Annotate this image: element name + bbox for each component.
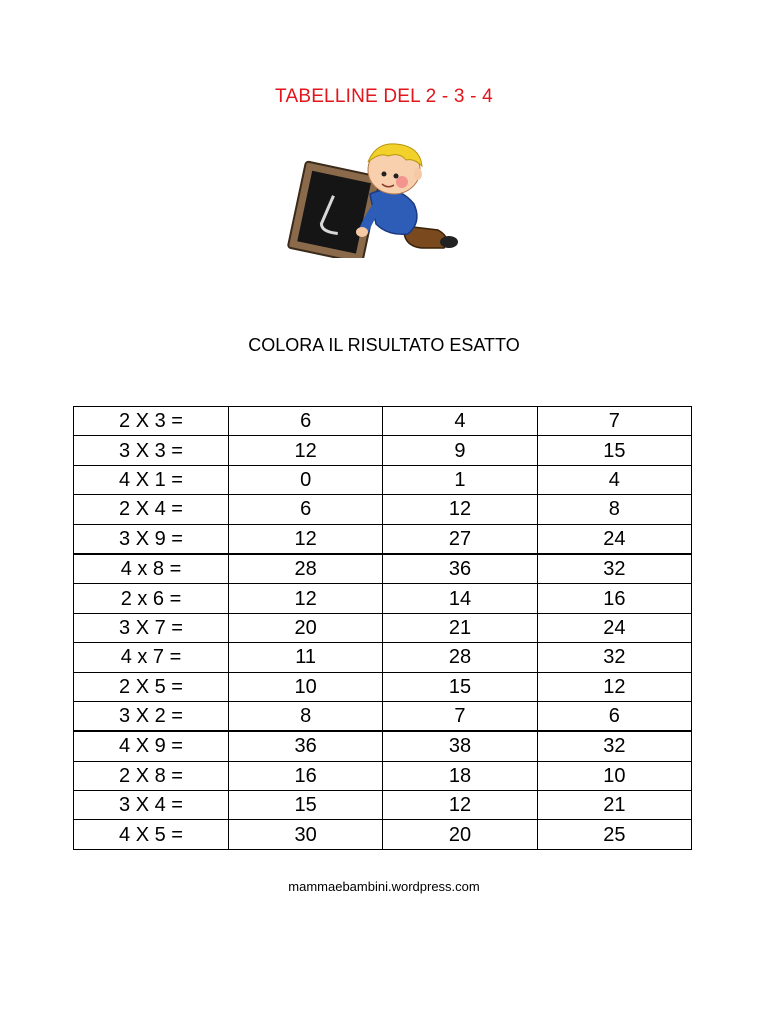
answer-option[interactable]: 25 bbox=[537, 820, 691, 849]
answer-option[interactable]: 16 bbox=[537, 584, 691, 613]
multiplication-expression: 3 X 7 = bbox=[74, 613, 229, 642]
multiplication-expression: 2 X 4 = bbox=[74, 495, 229, 524]
table-row bbox=[74, 731, 692, 761]
answer-option[interactable]: 32 bbox=[537, 731, 691, 761]
answer-option[interactable]: 32 bbox=[537, 643, 691, 672]
page-title: TABELLINE DEL 2 - 3 - 4 bbox=[275, 86, 493, 107]
answer-option[interactable]: 24 bbox=[537, 524, 691, 554]
table-row bbox=[74, 613, 692, 642]
table-row bbox=[74, 407, 692, 436]
answer-option[interactable]: 8 bbox=[229, 701, 383, 731]
multiplication-expression: 4 x 8 = bbox=[74, 554, 229, 584]
table-row bbox=[74, 643, 692, 672]
answer-option[interactable]: 28 bbox=[229, 554, 383, 584]
answer-option[interactable]: 21 bbox=[537, 791, 691, 820]
table-row bbox=[74, 554, 692, 584]
answer-option[interactable]: 9 bbox=[383, 436, 537, 465]
answer-option[interactable]: 4 bbox=[537, 465, 691, 494]
child-with-chalkboard-illustration bbox=[284, 138, 464, 258]
multiplication-expression: 4 X 5 = bbox=[74, 820, 229, 849]
answer-option[interactable]: 12 bbox=[537, 672, 691, 701]
table-row bbox=[74, 820, 692, 849]
answer-option[interactable]: 21 bbox=[383, 613, 537, 642]
answer-option[interactable]: 12 bbox=[383, 791, 537, 820]
answer-option[interactable]: 18 bbox=[383, 761, 537, 790]
answer-option[interactable]: 28 bbox=[383, 643, 537, 672]
answer-option[interactable]: 12 bbox=[229, 524, 383, 554]
answer-option[interactable]: 16 bbox=[229, 761, 383, 790]
answer-option[interactable]: 6 bbox=[229, 407, 383, 436]
table-row bbox=[74, 524, 692, 554]
answer-option[interactable]: 32 bbox=[537, 554, 691, 584]
answer-option[interactable]: 1 bbox=[383, 465, 537, 494]
answer-option[interactable]: 7 bbox=[383, 701, 537, 731]
table-row bbox=[74, 495, 692, 524]
answer-option[interactable]: 8 bbox=[537, 495, 691, 524]
table-row bbox=[74, 436, 692, 465]
multiplication-expression: 3 X 3 = bbox=[74, 436, 229, 465]
answer-option[interactable]: 36 bbox=[383, 554, 537, 584]
answer-option[interactable]: 36 bbox=[229, 731, 383, 761]
answer-option[interactable]: 24 bbox=[537, 613, 691, 642]
answer-option[interactable]: 12 bbox=[383, 495, 537, 524]
answer-option[interactable]: 20 bbox=[229, 613, 383, 642]
table-row bbox=[74, 791, 692, 820]
answer-option[interactable]: 15 bbox=[537, 436, 691, 465]
answer-option[interactable]: 7 bbox=[537, 407, 691, 436]
answer-option[interactable]: 10 bbox=[229, 672, 383, 701]
answer-option[interactable]: 0 bbox=[229, 465, 383, 494]
multiplication-expression: 3 X 2 = bbox=[74, 701, 229, 731]
multiplication-expression: 3 X 4 = bbox=[74, 791, 229, 820]
multiplication-expression: 2 X 5 = bbox=[74, 672, 229, 701]
table-row bbox=[74, 701, 692, 731]
table-row bbox=[74, 584, 692, 613]
answer-option[interactable]: 6 bbox=[537, 701, 691, 731]
multiplication-expression: 3 X 9 = bbox=[74, 524, 229, 554]
answer-option[interactable]: 20 bbox=[383, 820, 537, 849]
footer-url: mammaebambini.wordpress.com bbox=[288, 879, 480, 894]
answer-option[interactable]: 30 bbox=[229, 820, 383, 849]
multiplication-expression: 2 X 3 = bbox=[74, 407, 229, 436]
answer-option[interactable]: 4 bbox=[383, 407, 537, 436]
answer-option[interactable]: 15 bbox=[229, 791, 383, 820]
answer-option[interactable]: 12 bbox=[229, 436, 383, 465]
instruction-text: COLORA IL RISULTATO ESATTO bbox=[248, 335, 520, 355]
answer-option[interactable]: 27 bbox=[383, 524, 537, 554]
multiplication-expression: 2 x 6 = bbox=[74, 584, 229, 613]
multiplication-expression: 4 x 7 = bbox=[74, 643, 229, 672]
answer-option[interactable]: 6 bbox=[229, 495, 383, 524]
answer-option[interactable]: 12 bbox=[229, 584, 383, 613]
multiplication-quiz-table bbox=[73, 406, 692, 850]
table-row bbox=[74, 761, 692, 790]
answer-option[interactable]: 38 bbox=[383, 731, 537, 761]
table-row bbox=[74, 465, 692, 494]
answer-option[interactable]: 11 bbox=[229, 643, 383, 672]
multiplication-expression: 4 X 9 = bbox=[74, 731, 229, 761]
multiplication-expression: 2 X 8 = bbox=[74, 761, 229, 790]
answer-option[interactable]: 15 bbox=[383, 672, 537, 701]
answer-option[interactable]: 10 bbox=[537, 761, 691, 790]
multiplication-expression: 4 X 1 = bbox=[74, 465, 229, 494]
table-row bbox=[74, 672, 692, 701]
answer-option[interactable]: 14 bbox=[383, 584, 537, 613]
